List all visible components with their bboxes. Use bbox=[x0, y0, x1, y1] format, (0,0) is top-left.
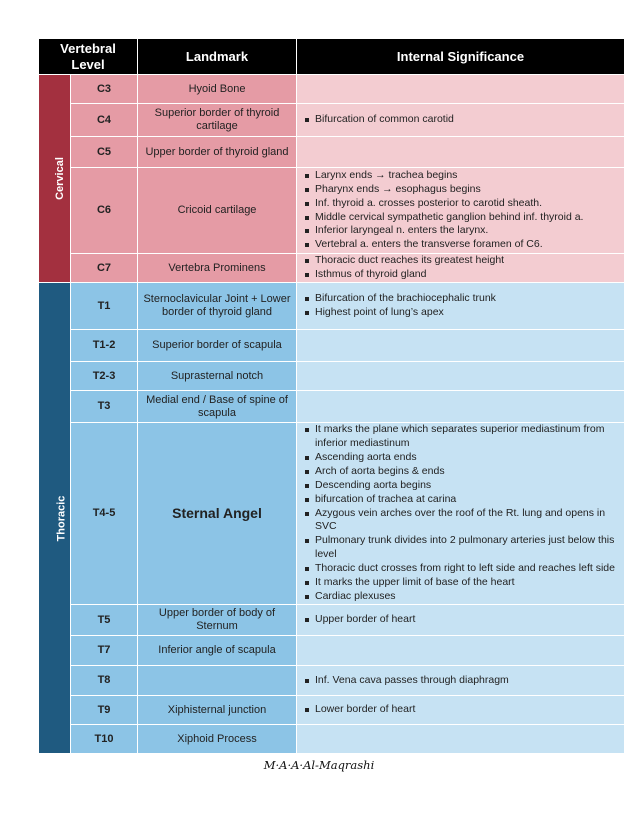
significance-item: Upper border of heart bbox=[315, 613, 620, 627]
internal-significance bbox=[297, 168, 625, 254]
vertebral-levels-table bbox=[38, 38, 625, 754]
internal-significance bbox=[297, 75, 625, 104]
significance-item: Ascending aorta ends bbox=[315, 451, 620, 465]
significance-list bbox=[301, 113, 620, 127]
significance-item: Descending aorta begins bbox=[315, 479, 620, 493]
landmark: Upper border of body of Sternum bbox=[138, 605, 297, 636]
table-row bbox=[39, 137, 625, 168]
internal-significance bbox=[297, 362, 625, 391]
significance-list bbox=[301, 254, 620, 282]
significance-item: Inf. thyroid a. crosses posterior to carotid sheath. bbox=[315, 197, 620, 211]
vertebral-level: T3 bbox=[71, 391, 138, 423]
significance-item: Isthmus of thyroid gland bbox=[315, 268, 620, 282]
table-row bbox=[39, 168, 625, 254]
significance-item: Azygous vein arches over the roof of the Rt. lung and opens in SVC bbox=[315, 507, 620, 535]
significance-item: Middle cervical sympathetic ganglion behind inf. thyroid a. bbox=[315, 211, 620, 225]
vertebral-level: T8 bbox=[71, 666, 138, 696]
significance-list bbox=[301, 292, 620, 320]
internal-significance bbox=[297, 666, 625, 696]
landmark: Xiphisternal junction bbox=[138, 696, 297, 725]
significance-item: Bifurcation of the brachiocephalic trunk bbox=[315, 292, 620, 306]
table-row bbox=[39, 391, 625, 423]
vertebral-level: T1 bbox=[71, 283, 138, 330]
table-row bbox=[39, 254, 625, 283]
internal-significance bbox=[297, 605, 625, 636]
table-row bbox=[39, 104, 625, 137]
landmark: Hyoid Bone bbox=[138, 75, 297, 104]
significance-item: Inferior laryngeal n. enters the larynx. bbox=[315, 224, 620, 238]
table-row bbox=[39, 725, 625, 754]
significance-item: bifurcation of trachea at carina bbox=[315, 493, 620, 507]
vertebral-level: C3 bbox=[71, 75, 138, 104]
internal-significance bbox=[297, 391, 625, 423]
landmark: Medial end / Base of spine of scapula bbox=[138, 391, 297, 423]
significance-item: Bifurcation of common carotid bbox=[315, 113, 620, 127]
significance-item: Arch of aorta begins & ends bbox=[315, 465, 620, 479]
landmark: Superior border of scapula bbox=[138, 330, 297, 362]
vertebral-level: T4-5 bbox=[71, 423, 138, 605]
significance-item: Inf. Vena cava passes through diaphragm bbox=[315, 674, 620, 688]
internal-significance bbox=[297, 283, 625, 330]
landmark: Superior border of thyroid cartilage bbox=[138, 104, 297, 137]
landmark: Xiphoid Process bbox=[138, 725, 297, 754]
table-row bbox=[39, 423, 625, 605]
significance-item: Cardiac plexuses bbox=[315, 590, 620, 604]
vertebral-level: C7 bbox=[71, 254, 138, 283]
author-signature: M·A·A·Al-Maqrashi bbox=[263, 758, 375, 772]
landmark: Sternoclavicular Joint + Lower border of thyroid gland bbox=[138, 283, 297, 330]
significance-item: Vertebral a. enters the transverse foramen of C6. bbox=[315, 238, 620, 252]
significance-item: Pulmonary trunk divides into 2 pulmonary arteries just below this level bbox=[315, 534, 620, 562]
vertebral-level: C6 bbox=[71, 168, 138, 254]
significance-item: Thoracic duct crosses from right to left side and reaches left side bbox=[315, 562, 620, 576]
internal-significance bbox=[297, 330, 625, 362]
table-row bbox=[39, 362, 625, 391]
internal-significance bbox=[297, 254, 625, 283]
internal-significance bbox=[297, 725, 625, 754]
header-landmark: Landmark bbox=[138, 39, 297, 75]
table-row bbox=[39, 636, 625, 666]
internal-significance bbox=[297, 696, 625, 725]
vertebral-level: T1-2 bbox=[71, 330, 138, 362]
region-label-cervical: Cervical bbox=[39, 75, 71, 283]
significance-item: Thoracic duct reaches its greatest height bbox=[315, 254, 620, 268]
vertebral-level: C4 bbox=[71, 104, 138, 137]
internal-significance bbox=[297, 636, 625, 666]
significance-item: It marks the plane which separates superior mediastinum from inferior mediastinum bbox=[315, 423, 620, 451]
significance-item: Larynx ends → trachea begins bbox=[315, 169, 620, 183]
landmark: Suprasternal notch bbox=[138, 362, 297, 391]
internal-significance bbox=[297, 137, 625, 168]
vertebral-level: T9 bbox=[71, 696, 138, 725]
landmark: Sternal Angel bbox=[138, 423, 297, 605]
table-row bbox=[39, 605, 625, 636]
landmark: Upper border of thyroid gland bbox=[138, 137, 297, 168]
significance-list bbox=[301, 703, 620, 717]
table-header-row bbox=[39, 39, 625, 75]
vertebral-level: C5 bbox=[71, 137, 138, 168]
significance-item: Lower border of heart bbox=[315, 703, 620, 717]
significance-list bbox=[301, 674, 620, 688]
table-row bbox=[39, 696, 625, 725]
region-label-thoracic: Thoracic bbox=[39, 283, 71, 754]
table-row bbox=[39, 330, 625, 362]
significance-item: Highest point of lung’s apex bbox=[315, 306, 620, 320]
vertebral-level: T2-3 bbox=[71, 362, 138, 391]
landmark: Cricoid cartilage bbox=[138, 168, 297, 254]
table-row bbox=[39, 666, 625, 696]
vertebral-level: T10 bbox=[71, 725, 138, 754]
landmark: Inferior angle of scapula bbox=[138, 636, 297, 666]
landmark bbox=[138, 666, 297, 696]
significance-list bbox=[301, 423, 620, 604]
vertebral-level: T7 bbox=[71, 636, 138, 666]
internal-significance bbox=[297, 423, 625, 605]
significance-list bbox=[301, 613, 620, 627]
significance-item: Pharynx ends → esophagus begins bbox=[315, 183, 620, 197]
significance-list bbox=[301, 169, 620, 252]
table-row bbox=[39, 75, 625, 104]
vertebral-level: T5 bbox=[71, 605, 138, 636]
header-internal-significance: Internal Significance bbox=[297, 39, 625, 75]
internal-significance bbox=[297, 104, 625, 137]
table-row bbox=[39, 283, 625, 330]
significance-item: It marks the upper limit of base of the heart bbox=[315, 576, 620, 590]
landmark: Vertebra Prominens bbox=[138, 254, 297, 283]
header-vertebral-level: Vertebral Level bbox=[39, 39, 138, 75]
